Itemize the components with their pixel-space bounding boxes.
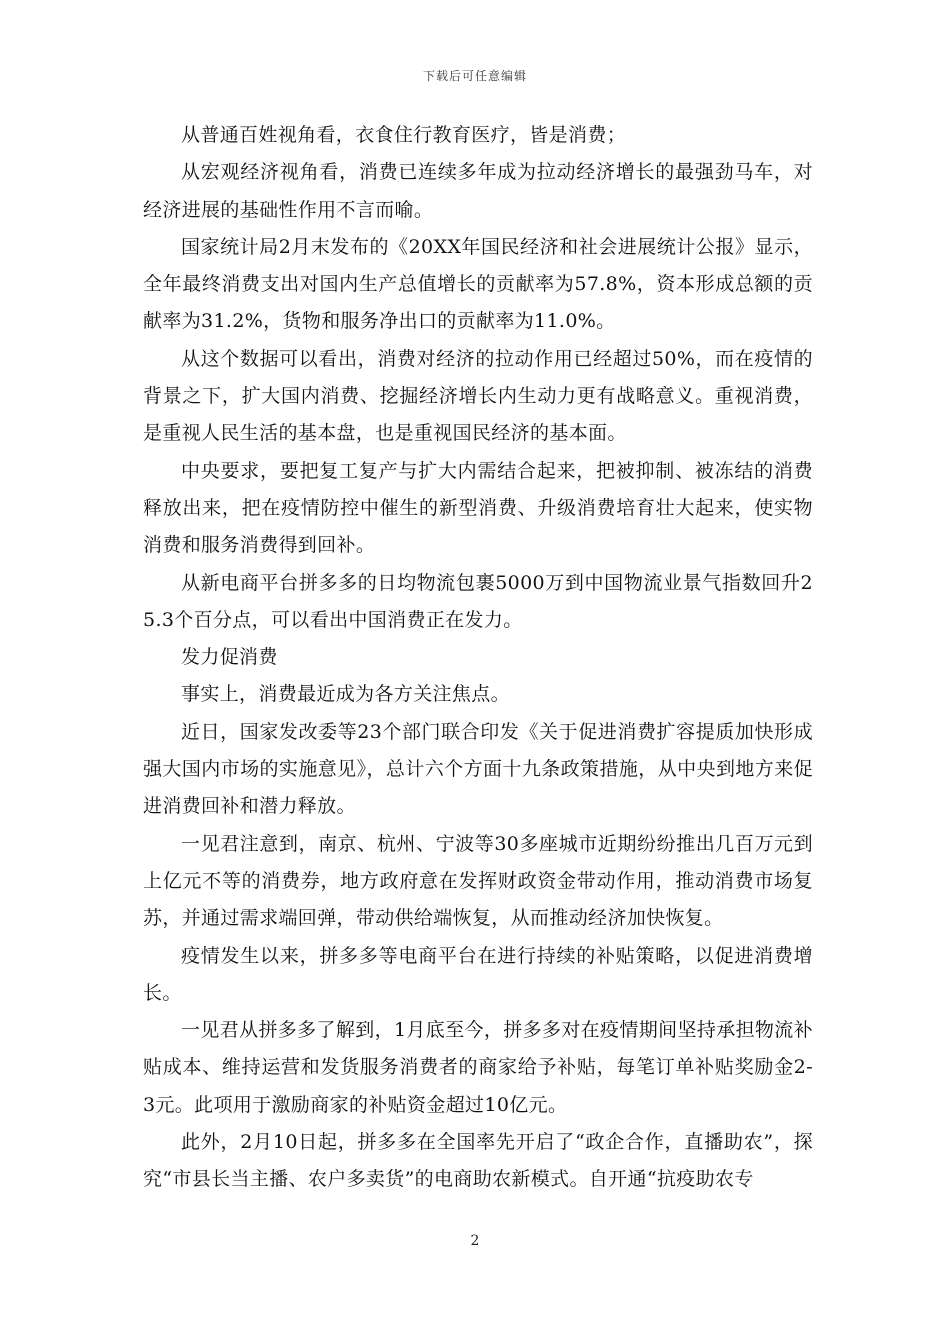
paragraph: 疫情发生以来，拼多多等电商平台在进行持续的补贴策略，以促进消费增长。 [143,944,813,1004]
paragraph: 近日，国家发改委等23个部门联合印发《关于促进消费扩容提质加快形成强大国内市场的实施意见》，总计六个方面十九条政策措施，从中央到地方来促进消费回补和潜力释放。 [143,720,813,818]
page-header: 下载后可任意编辑 [422,69,527,83]
paragraph: 从新电商平台拼多多的日均物流包裹5000万到中国物流业景气指数回升25.3个百分点，可以看出中国消费正在发力。 [143,571,813,631]
page-number: 2 [470,1233,480,1249]
section-heading: 发力促消费 [181,646,278,669]
paragraph: 国家统计局2月末发布的《20XX年国民经济和社会进展统计公报》显示，全年最终消费支出对国内生产总值增长的贡献率为57.8%，资本形成总额的贡献率为31.2%，货物和服务净出口的贡献率为11.0%。 [143,235,813,333]
paragraph: 一见君从拼多多了解到，1月底至今，拼多多对在疫情期间坚持承担物流补贴成本、维持运营和发货服务消费者的商家给予补贴，每笔订单补贴奖励金2-3元。此项用于激励商家的补贴资金超过10亿元。 [143,1019,813,1116]
paragraph: 从普通百姓视角看，衣食住行教育医疗，皆是消费； [181,124,627,146]
paragraph: 事实上，消费最近成为各方关注焦点。 [181,683,510,706]
paragraph: 中央要求，要把复工复产与扩大内需结合起来，把被抑制、被冻结的消费释放出来，把在疫情防控中催生的新型消费、升级消费培育壮大起来，使实物消费和服务消费得到回补。 [143,459,813,557]
paragraph: 从宏观经济视角看，消费已连续多年成为拉动经济增长的最强劲马车，对经济进展的基础性作用不言而喻。 [143,161,813,221]
paragraph: 一见君注意到，南京、杭州、宁波等30多座城市近期纷纷推出几百万元到上亿元不等的消费券，地方政府意在发挥财政资金带动作用，推动消费市场复苏，并通过需求端回弹，带动供给端恢复，从而推动经济加快恢复。 [143,832,813,930]
paragraph: 此外，2月10日起，拼多多在全国率先开启了“政企合作，直播助农”，探究“市县长当主播、农户多卖货”的电商助农新模式。自开通“抗疫助农专 [143,1131,813,1191]
body-text [143,117,813,1199]
paragraph: 从这个数据可以看出，消费对经济的拉动作用已经超过50%，而在疫情的背景之下，扩大国内消费、挖掘经济增长内生动力更有战略意义。重视消费，是重视人民生活的基本盘，也是重视国民经济的基本面。 [143,347,813,445]
